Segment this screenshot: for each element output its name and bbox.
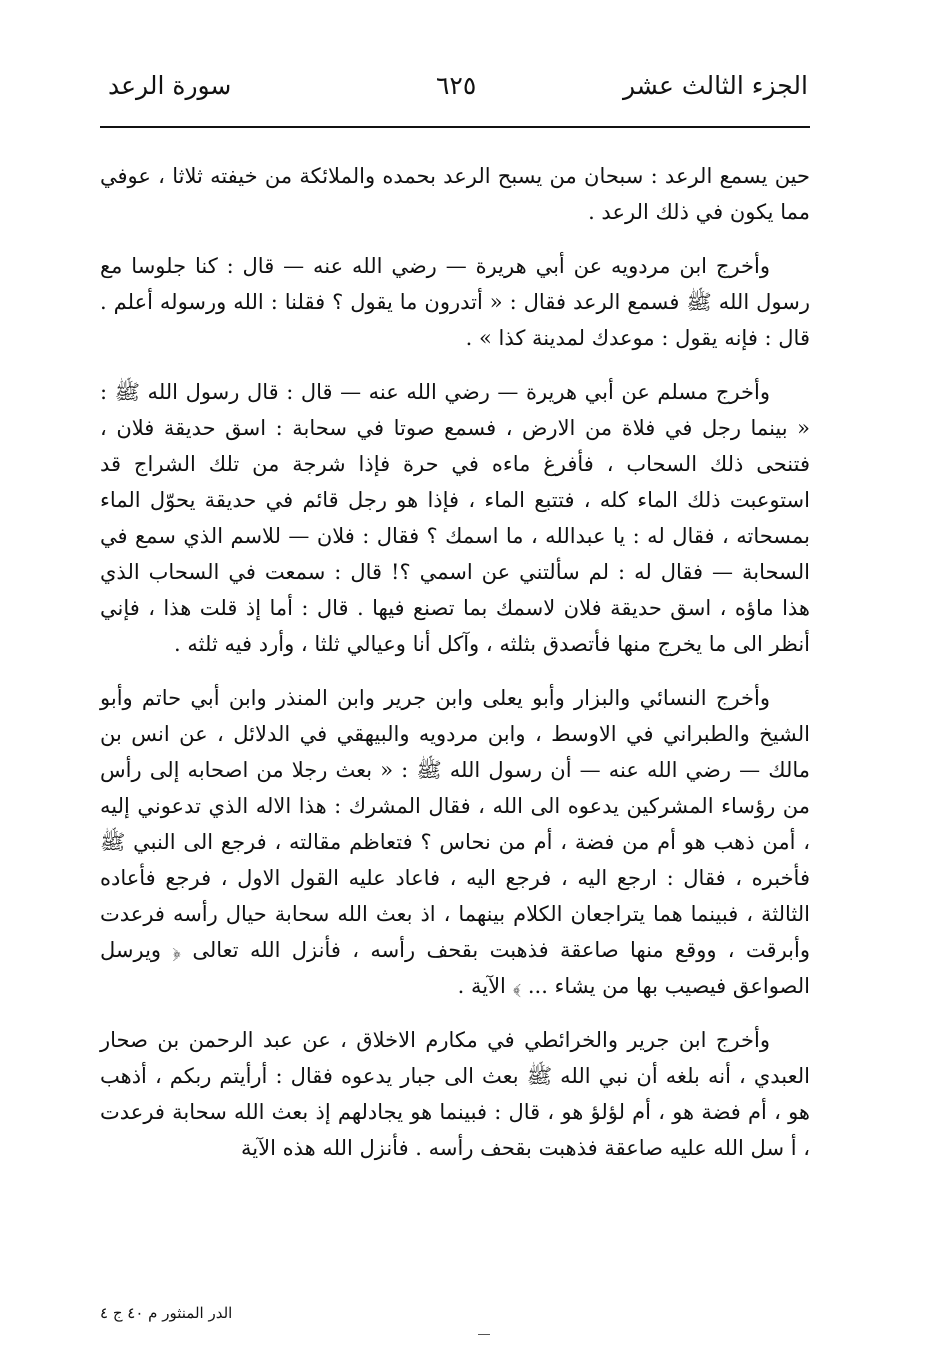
paragraph: حين يسمع الرعد : سبحان من يسبح الرعد بحمده والملائكة من خيفته ثلاثا ، عوفي مما يكون في ذلك الرعد . xyxy=(100,164,810,224)
surah-header: سورة الرعد xyxy=(108,71,232,100)
header-rule xyxy=(100,126,810,128)
paragraph: وأخرج ابن جرير والخرائطي في مكارم الاخلاق ، عن عبد الرحمن بن صحار العبدي ، أنه بلغه أن نبي الله ﷺ بعث الى جبار يدعوه فقال : أرأيتم ربكم ، أذهب هو ، أم فضة هو ، أم لؤلؤ هو ، قال : فبينما هو يجادلهم إذ بعث الله سحابة فرعدت ، أ سل الله عليه صاعقة فذهبت بقحف رأسه . فأنزل الله هذه الآية xyxy=(100,1028,810,1160)
paragraph: وأخرج ابن مردويه عن أبي هريرة — رضي الله عنه — قال : كنا جلوسا مع رسول الله ﷺ فسمع الرعد فقال : « أتدرون ما يقول ؟ فقلنا : الله ورسوله أعلم . قال : فإنه يقول : موعدك لمدينة كذا » . xyxy=(100,254,810,350)
paragraph: وأخرج مسلم عن أبي هريرة — رضي الله عنه — قال : قال رسول الله ﷺ : « بينما رجل في فلاة من الارض ، فسمع صوتا في سحابة : اسق حديقة فلان ، فتنحى ذلك السحاب ، فأفرغ ماءه في حرة فإذا شرجة من تلك الشراج قد استوعبت ذلك الماء كله ، فتتبع الماء ، فإذا هو رجل قائم في حديقة يحوّل الماء بمسحاته ، فقال له : يا عبدالله ، ما اسمك ؟ فقال : فلان — للاسم الذي سمع في السحابة — فقال له : لم سألتني عن اسمي ؟! قال : سمعت في السحاب الذي هذا ماؤه ، اسق حديقة فلان لاسمك بما تصنع فيها . قال : أما إذ قلت هذا ، فإني أنظر الى ما يخرج منها فأتصدق بثلثه ، وآكل أنا وعيالي ثلثا ، وأرد فيه ثلثه . xyxy=(100,380,810,656)
page-number: ٦٢٥ xyxy=(436,71,477,100)
part-header: الجزء الثالث عشر xyxy=(622,71,808,100)
body-text xyxy=(100,158,810,1184)
paragraph: وأخرج النسائي والبزار وأبو يعلى وابن جرير وابن المنذر وابن أبي حاتم وأبو الشيخ والطبراني في الاوسط ، وابن مردويه والبيهقي في الدلائل ، عن انس بن مالك — رضي الله عنه — أن رسول الله ﷺ : « بعث رجلا من اصحابه إلى رأس من رؤساء المشركين يدعوه الى الله ، فقال المشرك : هذا الاله الذي تدعوني إليه ، أمن ذهب هو أم من فضة ، أم من نحاس ؟ فتعاظم مقالته ، فرجع الى النبي ﷺ فأخبره ، فقال : ارجع اليه ، فرجع اليه ، فاعاد عليه القول الاول ، فرجع فأعاده الثالثة ، فبينما هما يتراجعان الكلام بينهما ، اذ بعث الله سحابة حيال رأسه فرعدت وأبرقت ، ووقع منها صاعقة فذهبت بقحف رأسه ، فأنزل الله تعالى ﴿ ويرسل الصواعق فيصيب بها من يشاء ... ﴾ الآية . xyxy=(100,686,810,998)
page-mark xyxy=(478,1334,490,1335)
footnote: الدر المنثور م ٤٠ ج ٤ xyxy=(100,1304,233,1322)
